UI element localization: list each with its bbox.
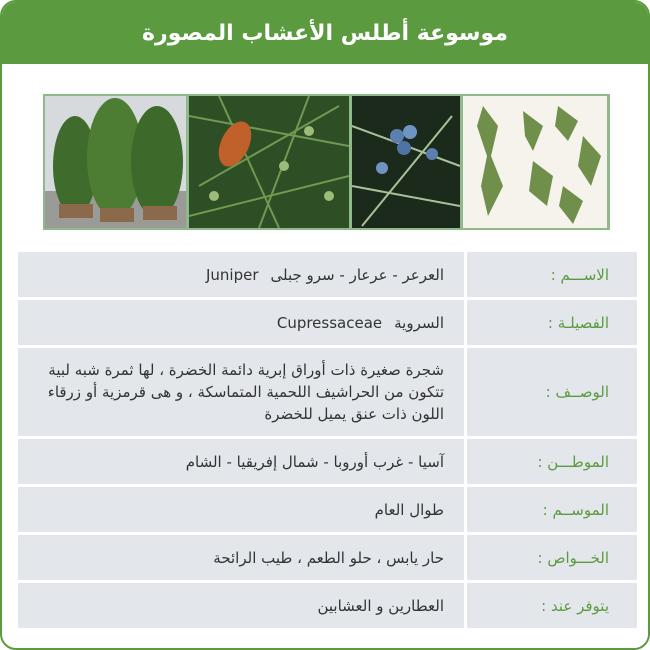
row-label: الوصــف : [467,348,637,436]
row-value: آسيا - غرب أوروبا - شمال إفريقيا - الشام [18,439,464,484]
page-title: موسوعة أطلس الأعشاب المصورة [2,2,648,64]
table-row [18,300,637,345]
row-label: الاســـم : [467,252,637,297]
row-label: الموســم : [467,487,637,532]
latin-family: Cupressaceae [276,313,383,332]
latin-name: Juniper [205,265,259,284]
row-label: الفصيلـة : [467,300,637,345]
row-label: الخـــواص : [467,535,637,580]
row-label: الموطـــن : [467,439,637,484]
table-row [18,252,637,297]
row-value: العطارين و العشابين [18,583,464,628]
row-label: يتوفر عند : [467,583,637,628]
row-value: السروية Cupressaceae [18,300,464,345]
row-value: العرعر - عرعار - سرو جبلى Juniper [18,252,464,297]
row-value: طوال العام [18,487,464,532]
juniper-berries-photo [352,96,460,228]
table-row [18,583,637,628]
photo-gallery [43,94,610,230]
table-row [18,535,637,580]
table-row [18,487,637,532]
herb-info-table [18,252,637,631]
juniper-cone-photo [189,96,349,228]
row-value: حار يابس ، حلو الطعم ، طيب الرائحة [18,535,464,580]
juniper-bushes-photo [45,96,186,228]
table-row [18,348,637,436]
table-row [18,439,637,484]
row-value: شجرة صغيرة ذات أوراق إبرية دائمة الخضرة ، لها ثمرة شبه لبية تتكون من الحراشيف اللحمية المتماسكة ، و هى قرمزية أو زرقاء اللون ذات عنق يميل للخضرة [18,348,464,436]
juniper-leaves-photo [463,96,607,228]
